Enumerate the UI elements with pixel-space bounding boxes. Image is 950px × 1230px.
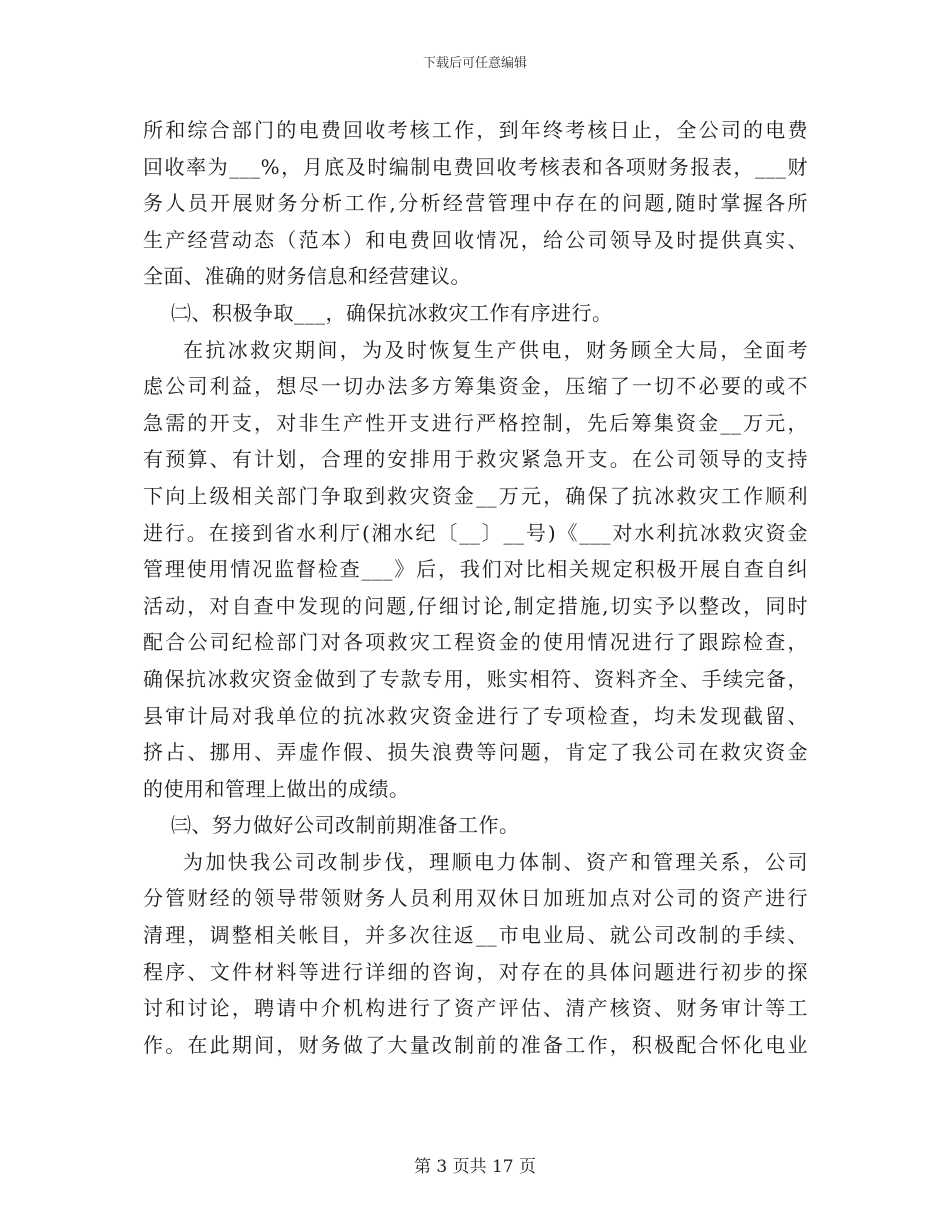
body-line: 讨和讨论，聘请中介机构进行了资产评估、清产核资、财务审计等工	[143, 996, 808, 1021]
body-line: 程序、文件材料等进行详细的咨询，对存在的具体问题进行初步的探	[143, 959, 808, 984]
section-heading: ㈢、努力做好公司改制前期准备工作。	[171, 813, 520, 838]
body-line: 虑公司利益，想尽一切办法多方筹集资金，压缩了一切不必要的或不	[143, 374, 808, 399]
body-line: 挤占、挪用、弄虚作假、损失浪费等问题，肯定了我公司在救灾资金	[143, 740, 808, 765]
body-line: 清理，调整相关帐目，并多次往返__市电业局、就公司改制的手续、	[143, 923, 808, 948]
body-line: 分管财经的领导带领财务人员利用双休日加班加点对公司的资产进行	[143, 886, 808, 911]
body-line: 确保抗冰救灾资金做到了专款专用，账实相符、资料齐全、手续完备，	[143, 666, 808, 691]
body-line: 所和综合部门的电费回收考核工作，到年终考核日止，全公司的电费	[143, 118, 808, 142]
page-header: 下载后可任意编辑	[422, 56, 527, 71]
body-line: 的使用和管理上做出的成绩。	[143, 776, 410, 801]
document-body	[143, 112, 808, 1063]
section-heading: ㈡、积极争取___，确保抗冰救灾工作有序进行。	[171, 300, 613, 325]
body-line: 活动，对自查中发现的问题,仔细讨论,制定措施,切实予以整改，同时	[143, 593, 808, 618]
body-line: 有预算、有计划，合理的安排用于救灾紧急开支。在公司领导的支持	[143, 447, 808, 472]
body-line: 县审计局对我单位的抗冰救灾资金进行了专项检查，均未发现截留、	[143, 703, 808, 728]
body-line: 回收率为___%，月底及时编制电费回收考核表和各项财务报表，___财	[143, 154, 808, 179]
body-line: 作。在此期间，财务做了大量改制前的准备工作，积极配合怀化电业	[143, 1032, 808, 1057]
body-line: 生产经营动态（范本）和电费回收情况，给公司领导及时提供真实、	[143, 227, 808, 252]
body-line: 在抗冰救灾期间，为及时恢复生产供电，财务顾全大局，全面考	[183, 337, 808, 362]
body-line: 为加快我公司改制步伐，理顺电力体制、资产和管理关系，公司	[183, 849, 808, 874]
body-line: 务人员开展财务分析工作,分析经营管理中存在的问题,随时掌握各所	[143, 191, 808, 216]
page-footer: 第 3 页共 17 页	[413, 1157, 537, 1177]
body-line: 配合公司纪检部门对各项救灾工程资金的使用情况进行了跟踪检查，	[143, 630, 808, 655]
body-line: 全面、准确的财务信息和经营建议。	[143, 264, 471, 289]
body-line: 急需的开支，对非生产性开支进行严格控制，先后筹集资金__万元，	[143, 410, 808, 435]
body-line: 管理使用情况监督检查___》后，我们对比相关规定积极开展自查自纠	[143, 557, 808, 582]
body-line: 下向上级相关部门争取到救灾资金__万元，确保了抗冰救灾工作顺利	[143, 483, 808, 508]
body-line: 进行。在接到省水利厅(湘水纪〔__〕__号)《___对水利抗冰救灾资金	[143, 520, 808, 545]
